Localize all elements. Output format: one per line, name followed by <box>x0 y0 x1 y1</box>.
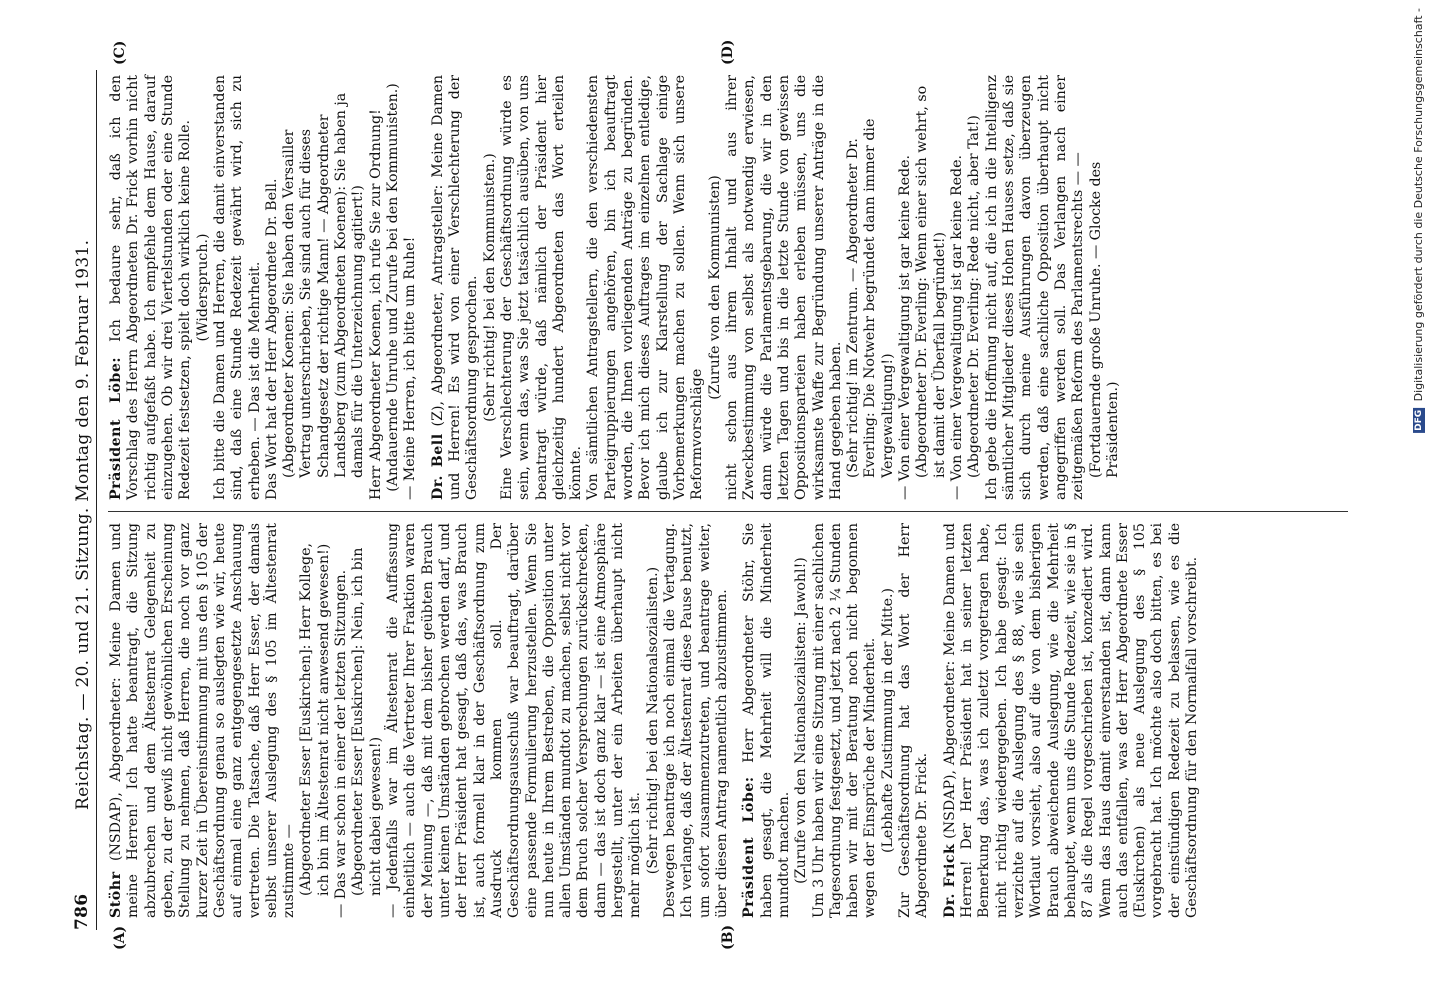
interjection: (Abgeordneter Dr. Everling: Wenn einer sich wehrt, so ist damit der Überfall begründet!) <box>914 85 948 478</box>
paragraph: — Meine Herren, ich bitte um Ruhe! <box>402 236 419 500</box>
speech-text: Herr Abgeordneter Stöhr, Sie haben gesagt, die Mehrheit will die Minderheit mundtot machen. <box>741 523 792 918</box>
right-column <box>108 75 1122 500</box>
speaker-name: Stöhr <box>108 871 124 918</box>
paragraph: — Von einer Vergewaltigung ist gar keine Rede. <box>949 154 965 500</box>
column-divider <box>108 511 1348 512</box>
interjection: (Abgeordneter Esser [Euskirchen]: Herr Kollege, ich bin im Ältestenrat nicht anwesend gewesen!) <box>298 542 332 896</box>
interjection: (Sehr richtig! im Zentrum. — Abgeordneter Dr. Everling: Die Notwehr begründet dann immer die Vergewaltigung!) <box>845 118 896 478</box>
paragraph: Zur Geschäftsordnung hat das Wort der Herr Abgeordnete Dr. Frick. <box>897 523 931 918</box>
paragraph: Herr Abgeordneter Koenen, ich rufe Sie zur Ordnung! <box>367 109 384 500</box>
page-header <box>70 70 97 930</box>
left-column <box>108 523 1201 918</box>
interjection: (Abgeordneter Dr. Everling: Rede nicht, aber Tat!) <box>966 115 983 478</box>
margin-marker-a: (A) <box>112 925 128 950</box>
interjection: (Widerspruch.) <box>194 233 211 342</box>
paragraph: Von sämtlichen Antragstellern, die den verschiedensten Parteigruppierungen angehören, bin ich beauftragt worden, die Ihnen vorliegenden Anträge zu begründen. Bevor ich mich dieses Auftrages im einzelnen entledige, glaube ich zur Klarstellung der Sachlage einige Vorbemerkungen machen zu sollen. Wenn sich unsere Reformvorschläge <box>585 75 706 500</box>
speaker-name: Dr. Frick <box>941 843 958 918</box>
digitization-credit <box>1412 8 1425 433</box>
interjection: (Zurufe von den Nationalsozialisten: Jawohl!) <box>793 557 810 884</box>
paragraph: Deswegen beantrage ich noch einmal die Vertagung. Ich verlange, daß der Ältestenrat diese Pause benutzt, um sofort zusammenzutreten, und beantrage weiter, über diesen Antrag namentlich abzustimmen. <box>662 523 730 918</box>
paragraph: Ich gebe die Hoffnung nicht auf, die ich in die Intelligenz sämtlicher Mitglieder dieses Hohen Hauses setze, daß sie sich durch meine Ausführungen davon überzeugen werden, daß eine sachliche Opposition überhaupt nicht angegriffen werden soll. Das Verlangen nach einer zeitgemäßen Reform des Parlamentsrechts — — <box>983 75 1087 500</box>
paragraph <box>108 523 298 918</box>
page-running-title: Reichstag. — 20. und 21. Sitzung. Montag den 9. Februar 1931. <box>73 239 93 810</box>
speaker-name: Präsident Löbe: <box>108 356 124 500</box>
margin-marker-b: (B) <box>720 924 736 950</box>
speech-text: (Z), Abgeordneter, Antragsteller: Meine Damen und Herren! Es wird von einer Verschlechterung der Geschäftsordnung gesprochen. <box>429 75 481 500</box>
paragraph: Ich bitte die Damen und Herren, die damit einverstanden sind, daß eine Stunde Redezeit gewährt wird, sich zu erheben. — Das ist die Mehrheit. <box>211 75 263 500</box>
paragraph: Das Wort hat der Herr Abgeordnete Dr. Bell. <box>263 178 280 500</box>
paragraph <box>430 75 482 500</box>
interjection: (Lebhafte Zustimmung in der Mitte.) <box>879 587 896 854</box>
paragraph <box>942 523 1202 918</box>
speech-text: (NSDAP), Abgeordneter: Meine Damen und meine Herren! Ich hatte beantragt, die Sitzung abzubrechen und dem Ältestenrat Gelegenheit zu geben, zu der gewiß nicht gewöhnlichen Erscheinung Stellung zu nehmen, daß Herren, die noch vor ganz kurzer Zeit in Übereinstimmung mit uns den § 105 der Geschäftsordnung genau so auslegten wie wir, heute auf einmal eine ganz entgegengesetzte Anschauung vertreten. Die Tatsache, daß Herr Esser, der damals selbst unserer Auslegung des § 105 im Ältestenrat zustimmte — <box>108 522 298 918</box>
credit-text: Digitalisierung gefördert durch die Deutsche Forschungsgemeinschaft - <box>1412 8 1425 402</box>
dfg-logo-badge: DFG <box>1414 409 1424 431</box>
interjection: (Fortdauernde große Unruhe. — Glocke des Präsidenten.) <box>1087 161 1121 478</box>
interjection: (Sehr richtig! bei den Nationalsozialisten.) <box>644 566 661 875</box>
speaker-name: Dr. Bell <box>429 433 446 500</box>
interjection: (Abgeordneter Esser [Euskirchen]: Nein, ich bin nicht dabei gewesen!) <box>350 547 384 896</box>
speech-text: Ich bedaure sehr, daß ich den Vorschlag des Herrn Abgeordneten Dr. Frick vorhin nicht richtig aufgefaßt habe. Ich empfehle dem Hause, darauf einzugehen. Ob wir drei Viertelstunden oder eine Stunde Redezeit festsetzen, spielt doch wirklich keine Rolle. <box>108 75 194 500</box>
page-number: 786 <box>72 893 92 930</box>
paragraph: Um 3 Uhr haben wir eine Sitzung mit einer sachlichen Tagesordnung festgesetzt, und jetzt nach 2 ¼ Stunden haben wir mit der Beratung noch nicht begonnen wegen der Einsprüche der Minderheit. <box>810 523 879 918</box>
paragraph <box>741 523 793 918</box>
paragraph <box>108 75 195 500</box>
paragraph: — Das war schon in einer der letzten Sitzungen. <box>333 569 350 918</box>
interjection: (Sehr richtig! bei den Kommunisten.) <box>481 153 498 422</box>
speaker-name: Präsident Löbe: <box>741 776 758 918</box>
paragraph: — Von einer Vergewaltigung ist gar keine Rede. <box>897 154 914 500</box>
paragraph: — Jedenfalls war im Ältestenrat die Auffassung einheitlich — auch die Vertreter Ihrer Fraktion waren der Meinung —, daß mit dem bisher geübten Brauch unter keinen Umständen gebrochen werden darf, und der Herr Präsident hat gesagt, daß das, was Brauch ist, auch formell klar in der Geschäftsordnung zum Ausdruck kommen soll. Der Geschäftsordnungsausschuß war beauftragt, darüber eine passende Formulierung herzustellen. Wenn Sie nun heute in Ihrem Bestreben, die Opposition unter allen Umständen mundtot zu machen, selbst nicht vor dem Bruch solcher Versprechungen zurückschrecken, dann — das ist doch ganz klar — ist eine Atmosphäre hergestellt, unter der ein Arbeiten überhaupt nicht mehr möglich ist. <box>385 523 644 918</box>
interjection: (Andauernde Unruhe und Zurufe bei den Kommunisten.) <box>385 83 401 492</box>
margin-marker-c: (C) <box>112 40 128 65</box>
speech-text: (NSDAP), Abgeordneter: Meine Damen und Herren! Der Herr Präsident hat in seiner letzten Bemerkung das, was ich zuletzt vorgetragen habe, nicht richtig wiedergegeben. Ich habe gesagt: Ich verzichte auf die Auslegung des § 88, wie sie sein Wortlaut vorsieht, also auf die von dem bisherigen Brauch abweichende Auslegung, wie die Mehrheit behauptet, wenn uns die Stunde Redezeit, wie sie in § 87 als die Regel vorgeschrieben ist, konzediert wird. Wenn das Haus damit einverstanden ist, dann kann auch das entfallen, was der Herr Abgeordnete Esser (Euskirchen) als neue Auslegung des § 105 vorgebracht hat. Ich möchte also doch bitten, es bei der einstündigen Redezeit zu belassen, wie es die Geschäftsordnung für den Normalfall vorschreibt. <box>941 523 1201 918</box>
margin-marker-d: (D) <box>720 39 736 65</box>
interjection: (Abgeordneter Koenen: Sie haben den Versailler Vertrag unterschrieben, Sie sind auch für dieses Schandgesetz der richtige Mann! — Abgeordneter Landsberg (zum Abgeordneten Koenen): Sie haben ja damals für die Unterzeichnung agitiert!) <box>281 92 367 478</box>
paragraph: Eine Verschlechterung der Geschäftsordnung würde es sein, wenn das, was Sie jetzt tatsächlich ausüben, von uns beantragt würde, daß nämlich der Präsident hier gleichzeitig hundert Abgeordneten das Wort erteilen könnte. <box>498 75 585 500</box>
interjection: (Zurufe von den Kommunisten) <box>706 175 723 400</box>
paragraph: nicht schon aus ihrem Inhalt und aus ihrer Zweckbestimmung von selbst als notwendig erwiesen, dann würde die Parlamentsgebarung, die wir in den letzten Tagen und bis in die letzte Stunde von gewissen Oppositionsparteien haben erleben müssen, uns die wirksamste Waffe zur Begründung unserer Anträge in die Hand gegeben haben. <box>723 75 844 500</box>
